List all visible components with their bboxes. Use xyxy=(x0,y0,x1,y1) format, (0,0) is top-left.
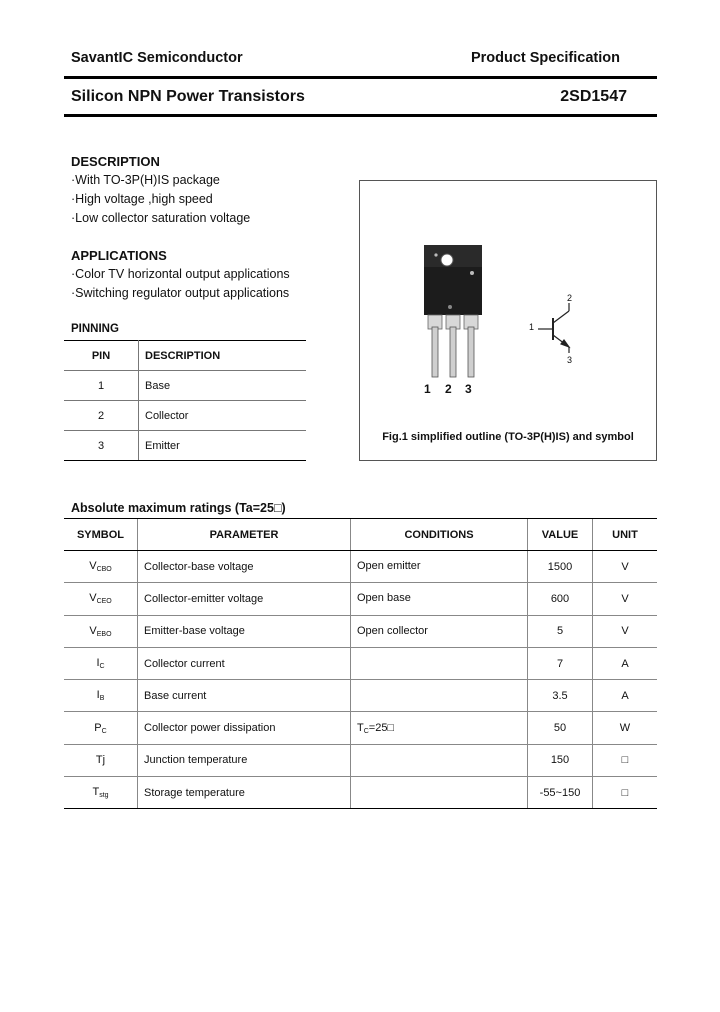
rating-parameter: Collector current xyxy=(138,647,351,679)
lead-1 xyxy=(432,327,438,377)
header-rule-top xyxy=(64,76,657,79)
rating-unit: V xyxy=(593,551,658,583)
rating-parameter: Emitter-base voltage xyxy=(138,615,351,647)
rating-value: 5 xyxy=(528,615,593,647)
lead-3 xyxy=(468,327,474,377)
rating-parameter: Collector-base voltage xyxy=(138,551,351,583)
pin-number: 3 xyxy=(64,431,139,461)
pinning-title: PINNING xyxy=(71,323,119,335)
symbol-pin-label: 3 xyxy=(567,355,573,365)
ratings-title: Absolute maximum ratings (Ta=25□) xyxy=(71,501,286,515)
rating-symbol xyxy=(64,777,138,809)
rating-symbol xyxy=(64,712,138,744)
table-row xyxy=(64,583,657,615)
rating-condition xyxy=(351,777,528,809)
product-line: Silicon NPN Power Transistors xyxy=(71,88,305,105)
transistor-outline-illustration xyxy=(360,181,656,460)
table-row xyxy=(64,647,657,679)
symbol-subscript: EBO xyxy=(96,630,112,638)
figure-pin-label: 3 xyxy=(465,382,472,396)
part-number: 2SD1547 xyxy=(560,88,627,105)
symbol-letter: I xyxy=(96,689,100,702)
table-row xyxy=(64,551,657,583)
rating-condition xyxy=(351,744,528,776)
table-row xyxy=(64,777,657,809)
rating-unit: A xyxy=(593,680,658,712)
rating-symbol xyxy=(64,615,138,647)
rating-unit: W xyxy=(593,712,658,744)
symbol-letter: Tj xyxy=(95,753,106,766)
rating-value: -55~150 xyxy=(528,777,593,809)
header-rule-bottom xyxy=(64,114,657,117)
pin-description: Base xyxy=(139,371,307,401)
symbol-subscript: CBO xyxy=(96,566,112,574)
rating-value: 3.5 xyxy=(528,680,593,712)
table-row xyxy=(64,744,657,776)
rating-value: 50 xyxy=(528,712,593,744)
rating-unit: A xyxy=(593,647,658,679)
rating-condition xyxy=(351,647,528,679)
symbol-letter: V xyxy=(89,560,97,573)
pin-number: 2 xyxy=(64,401,139,431)
unit-header: UNIT xyxy=(593,519,658,551)
company-name: SavantIC Semiconductor xyxy=(71,50,243,66)
rating-symbol xyxy=(64,744,138,776)
pin-description: Emitter xyxy=(139,431,307,461)
rating-symbol xyxy=(64,583,138,615)
condition-text: Open base xyxy=(357,592,411,605)
rating-unit: □ xyxy=(593,744,658,776)
figure-caption: Fig.1 simplified outline (TO-3P(H)IS) and symbol xyxy=(382,431,634,443)
rating-value: 7 xyxy=(528,647,593,679)
rating-symbol xyxy=(64,551,138,583)
symbol-letter: P xyxy=(94,721,102,734)
rating-value: 150 xyxy=(528,744,593,776)
symbol-letter: V xyxy=(89,592,97,605)
conditions-header: CONDITIONS xyxy=(351,519,528,551)
figure-pin-label: 2 xyxy=(445,382,452,396)
rating-condition xyxy=(351,615,528,647)
rating-parameter: Storage temperature xyxy=(138,777,351,809)
ratings-table xyxy=(64,518,657,809)
application-item: ·Switching regulator output applications xyxy=(71,286,290,300)
table-row xyxy=(64,712,657,744)
package-tab xyxy=(424,245,482,267)
symbol-pin-label: 1 xyxy=(529,322,535,332)
rating-condition xyxy=(351,680,528,712)
symbol-subscript: C xyxy=(101,727,107,735)
rating-unit: V xyxy=(593,615,658,647)
symbol-header: SYMBOL xyxy=(64,519,138,551)
table-header-row xyxy=(64,519,657,551)
pin-description: Collector xyxy=(139,401,307,431)
symbol-letter: I xyxy=(96,657,100,670)
condition-subscript: C xyxy=(363,727,369,735)
pin-description-header: DESCRIPTION xyxy=(139,341,307,371)
condition-tail: =25□ xyxy=(368,721,395,734)
figure-box xyxy=(359,180,657,461)
table-row xyxy=(64,401,306,431)
symbol-pin-label: 2 xyxy=(567,293,573,303)
rating-symbol xyxy=(64,680,138,712)
rating-unit: □ xyxy=(593,777,658,809)
rating-value: 600 xyxy=(528,583,593,615)
pinning-table xyxy=(64,340,306,461)
npn-transistor-symbol-icon xyxy=(538,303,569,353)
table-row xyxy=(64,680,657,712)
rating-condition xyxy=(351,712,528,744)
pin-header: PIN xyxy=(64,341,139,371)
pin-number: 1 xyxy=(64,371,139,401)
rating-unit: V xyxy=(593,583,658,615)
rating-parameter: Junction temperature xyxy=(138,744,351,776)
rating-parameter: Collector-emitter voltage xyxy=(138,583,351,615)
description-item: ·Low collector saturation voltage xyxy=(71,211,251,225)
value-header: VALUE xyxy=(528,519,593,551)
applications-list xyxy=(71,265,290,303)
symbol-subscript: C xyxy=(99,663,105,671)
condition-text: Open collector xyxy=(357,624,428,637)
parameter-header: PARAMETER xyxy=(138,519,351,551)
description-item: ·With TO-3P(H)IS package xyxy=(71,173,220,187)
condition-text: T xyxy=(357,721,364,734)
lead-2 xyxy=(450,327,456,377)
condition-text: Open emitter xyxy=(357,560,421,573)
symbol-subscript: B xyxy=(99,695,105,703)
description-title: DESCRIPTION xyxy=(71,154,160,169)
table-row xyxy=(64,371,306,401)
symbol-subscript: stg xyxy=(99,792,109,800)
rating-value: 1500 xyxy=(528,551,593,583)
table-row xyxy=(64,615,657,647)
application-item: ·Color TV horizontal output applications xyxy=(71,267,290,281)
rating-parameter: Collector power dissipation xyxy=(138,712,351,744)
rating-parameter: Base current xyxy=(138,680,351,712)
applications-title: APPLICATIONS xyxy=(71,248,167,263)
rating-symbol xyxy=(64,647,138,679)
symbol-subscript: CEO xyxy=(96,598,112,606)
doc-type: Product Specification xyxy=(470,50,620,66)
rating-condition xyxy=(351,583,528,615)
figure-pin-label: 1 xyxy=(424,382,431,396)
table-row xyxy=(64,431,306,461)
mounting-hole-icon xyxy=(441,254,453,266)
symbol-letter: T xyxy=(92,786,100,799)
symbol-letter: V xyxy=(89,624,97,637)
rating-condition xyxy=(351,551,528,583)
description-list xyxy=(71,171,250,228)
description-item: ·High voltage ,high speed xyxy=(71,192,213,206)
table-header-row xyxy=(64,341,306,371)
